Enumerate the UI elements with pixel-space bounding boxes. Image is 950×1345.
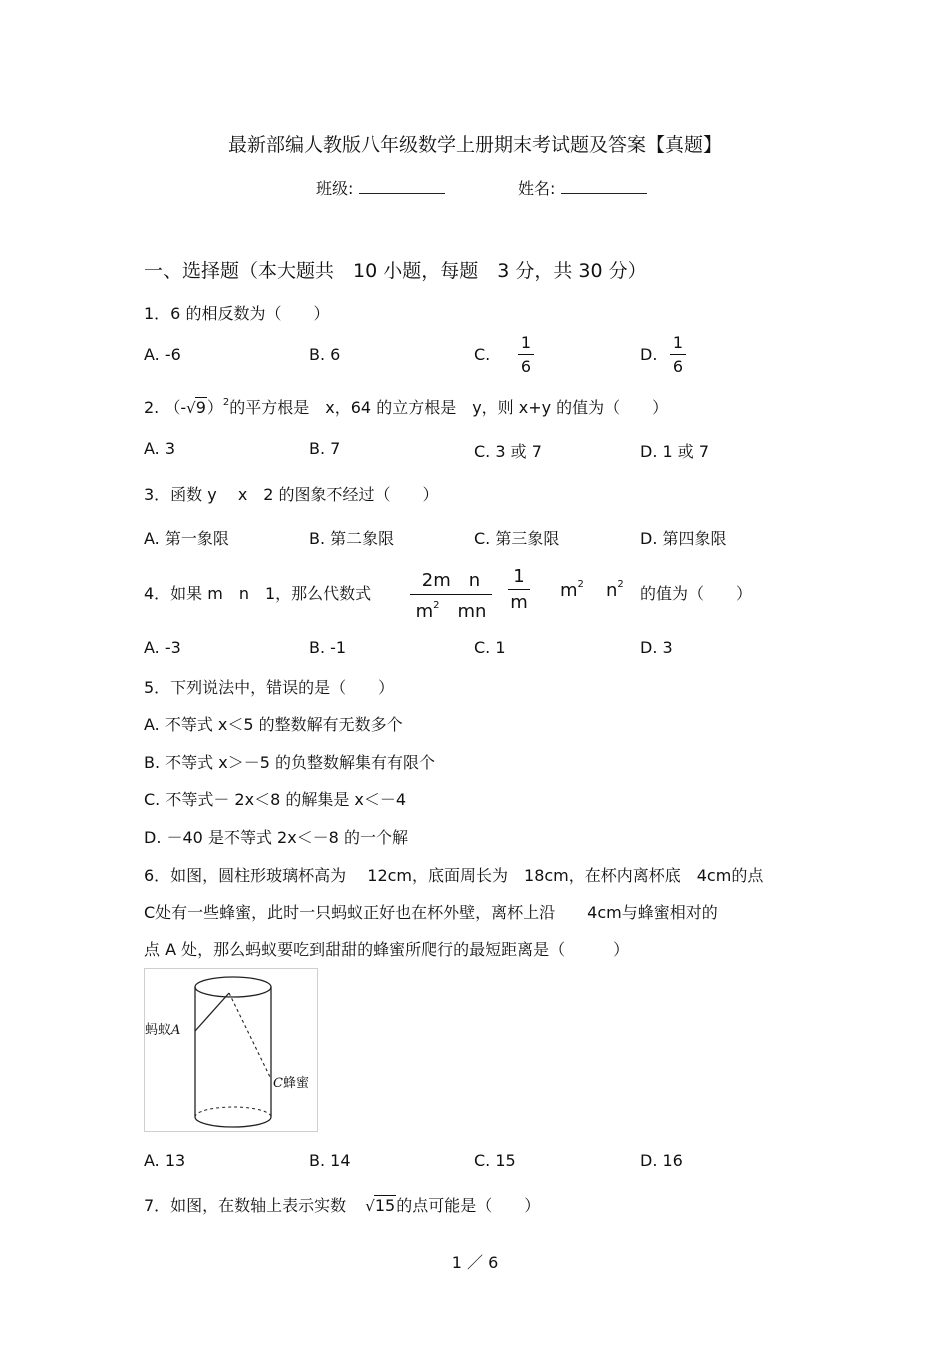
class-field (316, 176, 445, 199)
q1-c-numerator: 1 (520, 333, 532, 352)
section-heading: 一、选择题（本大题共 10 小题，每题 3 分，共 30 分） (144, 260, 647, 282)
q2-rest: 的平方根是 x，64 的立方根是 y，则 x+y 的值为（ ） (229, 398, 669, 417)
question-6-line-1: 6．如图，圆柱形玻璃杯高为 12cm，底面周长为 18cm，在杯内离杯底 4cm的点 (144, 866, 764, 885)
question-1-stem: 1．6 的相反数为（ ） (144, 304, 330, 323)
q3-option-a: A. 第一象限 (144, 529, 229, 548)
q4-fraction-2 (508, 566, 530, 613)
figure-honey-text: 蜂蜜 (282, 1076, 309, 1091)
question-4-suffix: 的值为（ ） (640, 584, 753, 603)
q4-m-squared (560, 580, 584, 601)
ant-path-outer (195, 993, 229, 1031)
name-field (518, 176, 647, 199)
q4-f1-numerator: 2m n (421, 570, 481, 591)
q1-d-denominator: 6 (672, 357, 684, 376)
q6-option-d: D. 16 (640, 1151, 683, 1170)
q4-f1-den-rest: mn (439, 601, 487, 622)
q2-option-a: A. 3 (144, 439, 176, 458)
figure-ant-text: 蚂蚁 (145, 1023, 172, 1038)
q6-option-b: B. 14 (309, 1151, 351, 1170)
question-5-stem: 5．下列说法中，错误的是（ ） (144, 678, 395, 697)
q4-option-a: A. -3 (144, 638, 181, 657)
q5-option-d: D. －40 是不等式 2x＜－8 的一个解 (144, 828, 408, 847)
q7-prefix: 7．如图，在数轴上表示实数 (144, 1196, 347, 1215)
figure-ant-label (145, 1019, 180, 1038)
cylinder-figure (144, 968, 318, 1132)
page-number: 1 ／ 6 (451, 1253, 499, 1272)
q2-option-b: B. 7 (309, 439, 341, 458)
figure-point-c: C (273, 1076, 283, 1091)
question-6-line-2: C处有一些蜂蜜，此时一只蚂蚁正好也在杯外壁，离杯上沿 4cm与蜂蜜相对的 (144, 903, 718, 922)
q1-d-numerator: 1 (672, 333, 684, 352)
cylinder-diagram (145, 969, 317, 1131)
class-label: 班级: (316, 179, 354, 198)
q4-f2-denominator: m (510, 592, 528, 613)
q5-option-c: C. 不等式－ 2x＜8 的解集是 x＜－4 (144, 790, 407, 809)
q3-option-d: D. 第四象限 (640, 529, 727, 548)
q4-f1-den-m: m (415, 601, 434, 622)
q2-exponent: 2 (222, 396, 230, 408)
q4-n: n (606, 580, 618, 601)
q4-fraction-1 (410, 566, 492, 623)
class-blank (359, 177, 445, 194)
q3-option-b: B. 第二象限 (309, 529, 395, 548)
q2-option-d: D. 1 或 7 (640, 442, 710, 461)
q4-n-exp: 2 (617, 579, 624, 590)
name-label: 姓名: (518, 179, 556, 198)
cylinder-top-ellipse (195, 977, 271, 997)
q2-close-paren: ） (206, 398, 223, 417)
q4-m-exp: 2 (577, 579, 584, 590)
q4-n-squared (606, 580, 624, 601)
q1-d-fraction (670, 333, 686, 376)
q1-option-d: D. (640, 345, 658, 364)
q6-option-a: A. 13 (144, 1151, 186, 1170)
q4-f1-denominator (410, 597, 492, 623)
q2-prefix: 2. （- (144, 398, 187, 417)
q2-option-c: C. 3 或 7 (474, 442, 542, 461)
question-2-stem: 2. $(-√9)^2$的平方根是 x，64 的立方根是 y，则 x+y 的值为（ ） (144, 396, 669, 417)
q1-option-a: A. -6 (144, 345, 181, 364)
q5-option-b: B. 不等式 x＞－5 的负整数解集有有限个 (144, 753, 435, 772)
q4-f1-den-exp: 2 (433, 600, 440, 611)
question-3-stem: 3．函数 y x 2 的图象不经过（ ） (144, 485, 439, 504)
q2-radicand: 9 (195, 398, 206, 417)
name-blank (561, 177, 647, 194)
q4-m: m (560, 580, 578, 601)
q4-f2-numerator: 1 (513, 566, 525, 587)
q4-option-b: B. -1 (309, 638, 347, 657)
q7-suffix: 的点可能是（ ） (396, 1196, 541, 1215)
q1-option-c: C. (474, 345, 491, 364)
question-4-prefix: 4．如果 m n 1，那么代数式 (144, 584, 372, 603)
q7-radicand: 15 (374, 1196, 396, 1215)
q5-option-a: A. 不等式 x＜5 的整数解有无数多个 (144, 715, 403, 734)
document-title: 最新部编人教版八年级数学上册期末考试题及答案【真题】 (227, 134, 722, 156)
q1-option-b: B. 6 (309, 345, 341, 364)
q1-c-fraction (518, 333, 534, 376)
q4-option-d: D. 3 (640, 638, 673, 657)
figure-point-a: A (171, 1023, 181, 1038)
cylinder-bottom-front (195, 1117, 271, 1127)
q3-option-c: C. 第三象限 (474, 529, 560, 548)
cylinder-bottom-back (195, 1107, 271, 1117)
ant-path-inner (229, 993, 271, 1079)
question-6-line-3: 点 A 处，那么蚂蚁要吃到甜甜的蜂蜜所爬行的最短距离是（ ） (144, 940, 630, 959)
q4-option-c: C. 1 (474, 638, 506, 657)
q6-option-c: C. 15 (474, 1151, 516, 1170)
q1-c-denominator: 6 (520, 357, 532, 376)
question-7-stem: 7．如图，在数轴上表示实数 √15的点可能是（ ） (144, 1196, 541, 1215)
figure-honey-label (273, 1072, 309, 1091)
